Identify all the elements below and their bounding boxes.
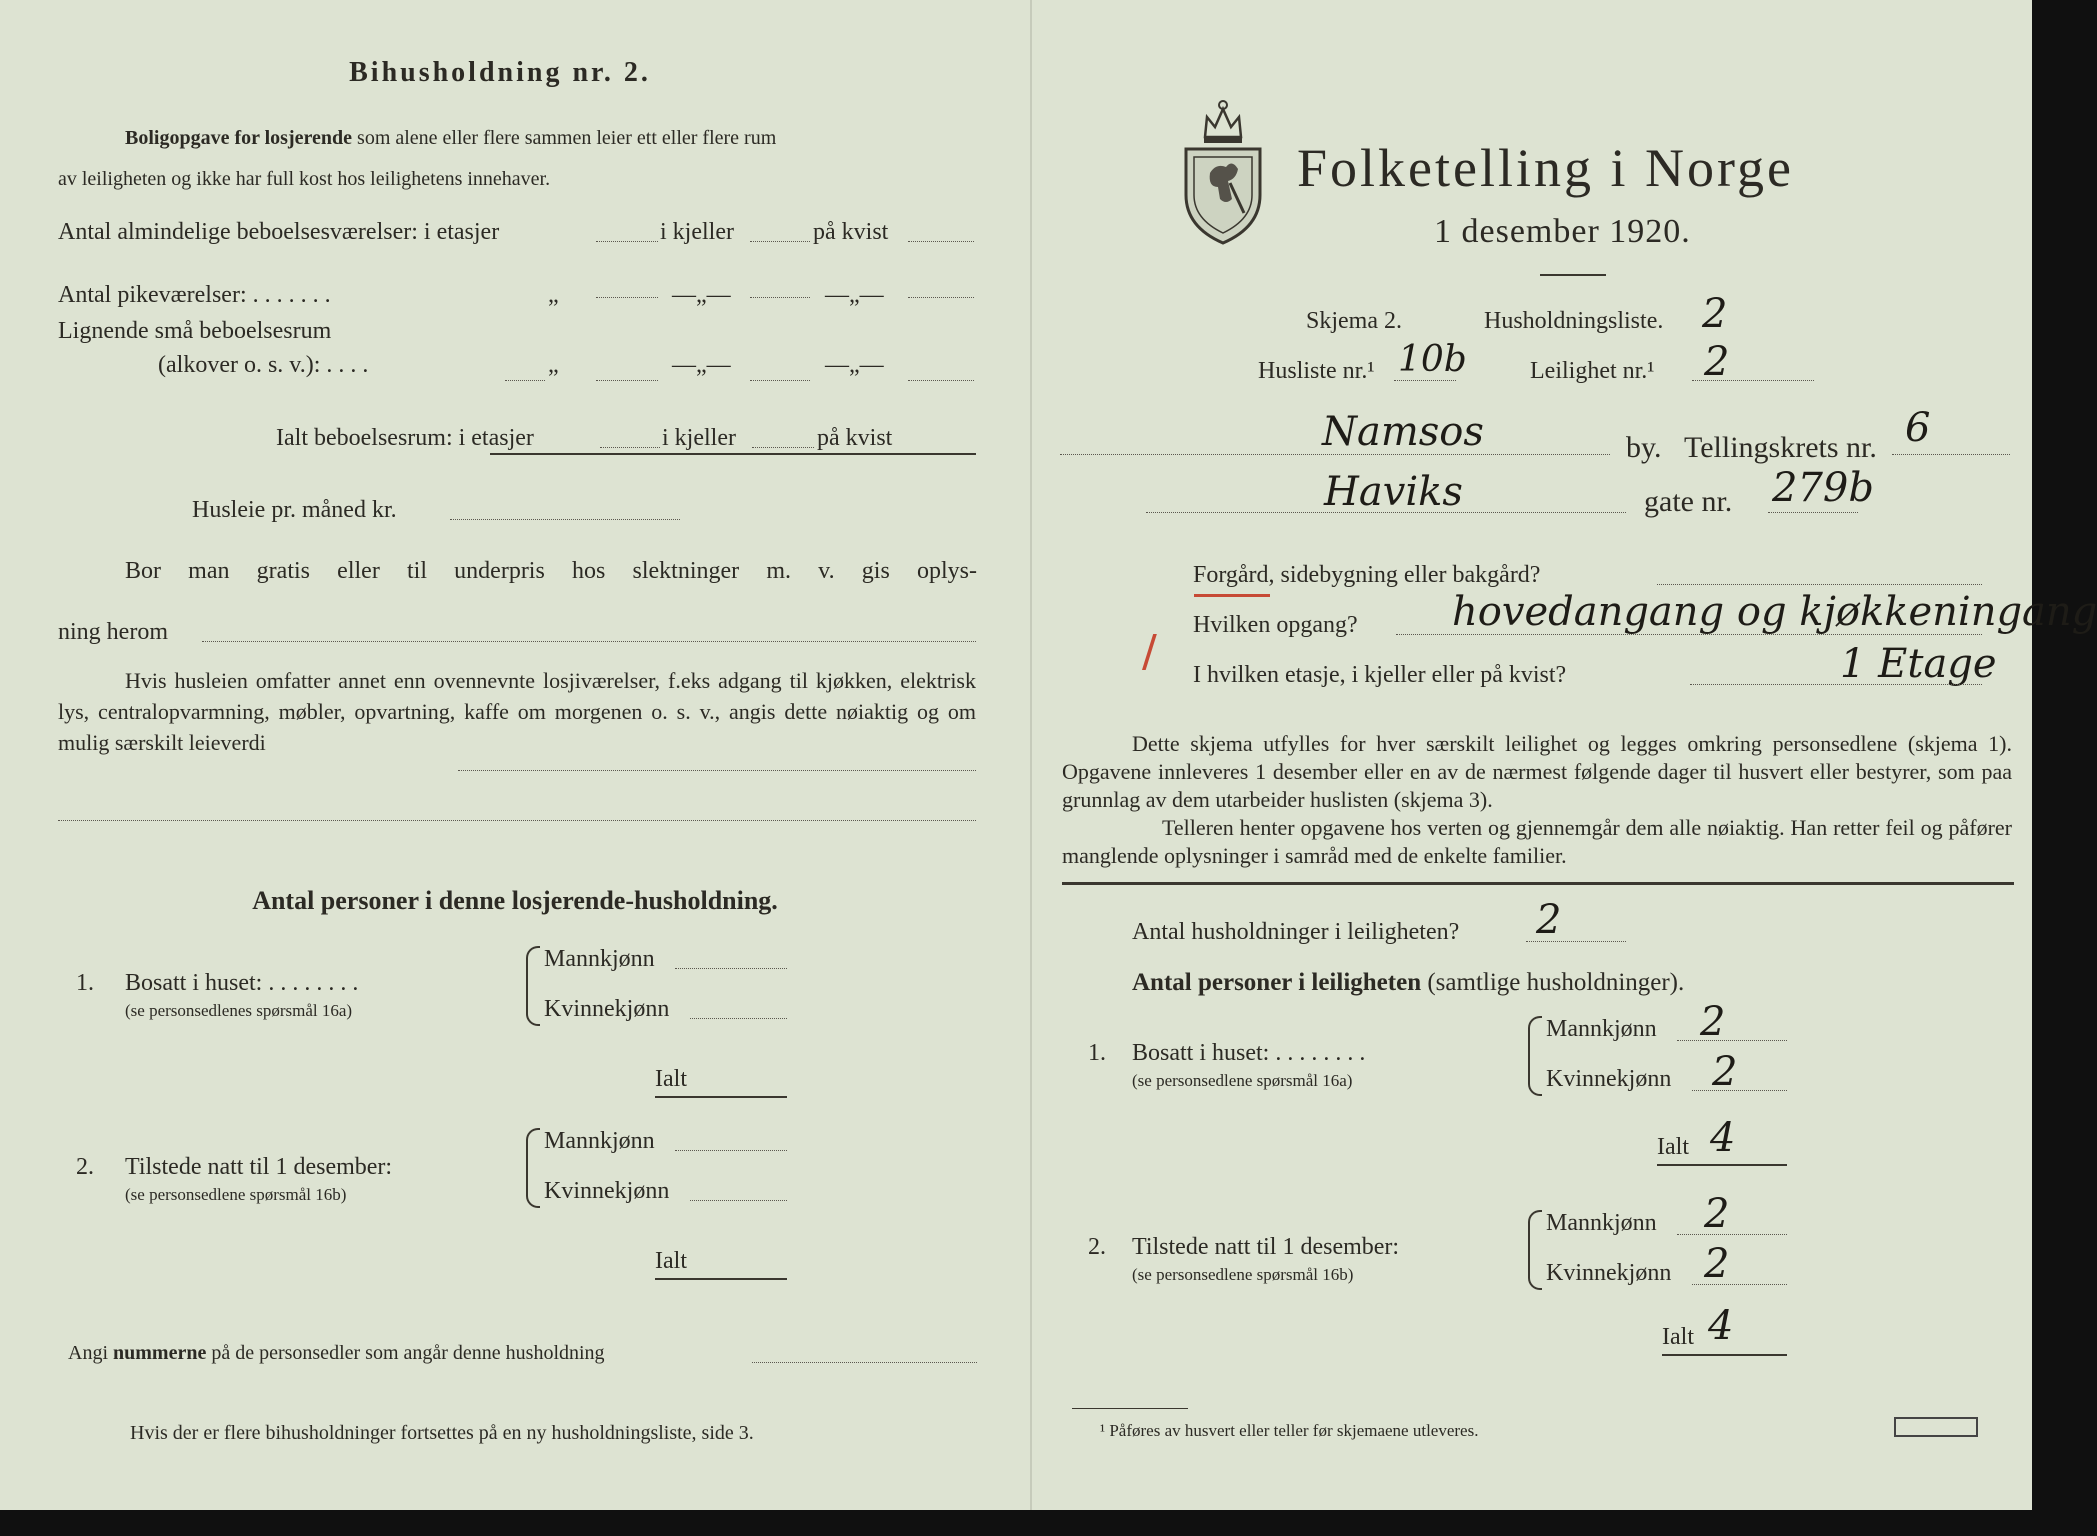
pike-dash-2: —„—	[825, 282, 884, 308]
pike-kjeller-field[interactable]	[750, 297, 810, 298]
ialt-kjeller-field[interactable]	[752, 447, 814, 448]
alkover-pre-field[interactable]	[505, 380, 545, 381]
angi-line	[68, 1340, 605, 1366]
gate-nr-field	[1768, 512, 1858, 513]
opgang-label: Hvilken opgang?	[1193, 612, 1358, 638]
forgard-label: Forgård, sidebygning eller bakgård?	[1193, 562, 1541, 588]
opgang-value[interactable]: hovedangang og kjøkkeningang	[1452, 589, 2097, 635]
tellingskrets-label: Tellingskrets nr.	[1684, 431, 1877, 464]
right-q1-mann-value[interactable]: 2	[1700, 999, 1726, 1045]
right-q2-kvinne-field	[1692, 1284, 1787, 1285]
title-divider	[1540, 274, 1606, 276]
tellingskrets-field	[1892, 454, 2010, 455]
form-title: Folketelling i Norge	[1297, 138, 1794, 198]
leilighet-label: Leilighet nr.¹	[1530, 358, 1655, 384]
q2-number: 2.	[76, 1154, 94, 1180]
etasje-field	[1690, 684, 1982, 685]
form-date: 1 desember 1920.	[1434, 213, 1691, 250]
q2-kvinne-label: Kvinnekjønn	[544, 1178, 670, 1204]
leieverdi-extra-field[interactable]	[58, 820, 976, 821]
right-q1-brace	[1528, 1016, 1542, 1096]
ialt-etasjer-field[interactable]	[600, 447, 660, 448]
right-q2-mann-value[interactable]: 2	[1704, 1191, 1730, 1237]
skjema-label: Skjema 2.	[1306, 308, 1402, 334]
q1-ialt-label: Ialt	[655, 1066, 687, 1092]
hvis-text: Hvis husleien omfatter annet enn ovennevnte losjiværelser, f.eks adgang til kjøkken, elektrisk lys, centralopvarmning, møbler, opvartning, kaffe om morgenen o. s. v., angis dette nøiaktig og om mulig særskilt leieverdi	[58, 668, 976, 755]
antal-pers-line	[1132, 968, 1684, 998]
q1-sub: (se personsedlenes spørsmål 16a)	[125, 1001, 353, 1020]
norway-coat-of-arms-icon	[1180, 95, 1266, 245]
forgard-field[interactable]	[1657, 584, 1982, 585]
footnote-rule	[1072, 1408, 1188, 1409]
pike-quote: „	[548, 282, 559, 308]
forgard-red-mark	[1194, 594, 1270, 597]
lignende-label: Lignende små beboelsesrum	[58, 318, 332, 344]
right-page	[1032, 0, 2097, 1510]
bihusholdning-title: Bihusholdning nr. 2.	[349, 57, 651, 88]
rooms-etasjer-field[interactable]	[596, 241, 658, 242]
right-q2-mann-field	[1677, 1234, 1787, 1235]
pike-etasjer-field[interactable]	[596, 297, 658, 298]
footnote: ¹ Påføres av husvert eller teller før skjemaene utleveres.	[1100, 1421, 1479, 1440]
leilighet-field	[1692, 380, 1814, 381]
ialt-kjeller-label: i kjeller	[662, 425, 736, 451]
leieverdi-field[interactable]	[458, 770, 976, 771]
husliste-field	[1394, 380, 1456, 381]
rooms-kvist-field[interactable]	[908, 241, 974, 242]
right-q2-ialt-value[interactable]: 4	[1708, 1303, 1734, 1349]
red-check-mark: /	[1142, 626, 1157, 677]
by-field	[1060, 454, 1610, 455]
right-q1-ialt-value[interactable]: 4	[1710, 1115, 1736, 1161]
rooms-kvist-label: på kvist	[813, 219, 889, 245]
right-q1-number: 1.	[1088, 1040, 1106, 1066]
alkover-dash-2: —„—	[825, 352, 884, 378]
antal-pers-bold: Antal personer i leiligheten	[1132, 969, 1422, 996]
antal-hush-field	[1526, 941, 1626, 942]
alkover-etasjer-field[interactable]	[596, 380, 658, 381]
gate-field	[1146, 512, 1626, 513]
right-q1-label: Bosatt i huset: . . . . . . . .	[1132, 1040, 1366, 1066]
right-q2-mann-label: Mannkjønn	[1546, 1210, 1657, 1236]
right-q2-sub: (se personsedlene spørsmål 16b)	[1132, 1265, 1354, 1284]
q1-brace	[526, 946, 540, 1026]
intro-bold: Boligopgave for losjerende	[125, 127, 353, 149]
q2-kvinne-field[interactable]	[690, 1200, 787, 1201]
q2-mann-field[interactable]	[675, 1150, 787, 1151]
hvis-paragraph	[58, 665, 976, 758]
angi-pre: Angi	[68, 1342, 108, 1364]
etasje-label: I hvilken etasje, i kjeller eller på kvist?	[1193, 662, 1567, 688]
left-footer: Hvis der er flere bihusholdninger fortsettes på en ny husholdningsliste, side 3.	[130, 1422, 754, 1444]
intro-line1	[125, 125, 776, 151]
pike-dash-1: —„—	[672, 282, 731, 308]
right-q2-kvinne-value[interactable]: 2	[1704, 1241, 1730, 1287]
alkover-kjeller-field[interactable]	[750, 380, 810, 381]
right-q1-ialt-label: Ialt	[1657, 1134, 1689, 1160]
ialt-kvist-label: på kvist	[817, 425, 893, 451]
intro-rest: som alene eller flere sammen leier ett eller flere rum	[357, 127, 777, 149]
right-q2-ialt-label: Ialt	[1662, 1324, 1694, 1350]
gratis-field[interactable]	[202, 641, 976, 642]
gate-value[interactable]: Haviks	[1324, 469, 1463, 515]
intro-line2: av leiligheten og ikke har full kost hos leilighetens innehaver.	[58, 168, 551, 190]
dette-paragraph: Dette skjema utfylles for hver særskilt leilighet og legges omkring personsedlene (skjema 1). Opgavene innleveres 1 desember eller en av de nærmest følgende dager til husvert eller bestyrer, som paa grunnlag av dem utarbeider huslisten (skjema 3).	[1062, 731, 2012, 812]
persons-title: Antal personer i denne losjerende-husholdning.	[252, 886, 778, 915]
by-label: by.	[1626, 431, 1662, 464]
angi-rest: på de personsedler som angår denne husholdning	[211, 1342, 605, 1364]
ialt-underline	[490, 453, 976, 455]
leilighet-value[interactable]: 2	[1704, 339, 1730, 385]
q1-label: Bosatt i huset: . . . . . . . .	[125, 970, 359, 996]
tellingskrets-value[interactable]: 6	[1905, 405, 1931, 451]
q1-kvinne-field[interactable]	[690, 1018, 787, 1019]
right-q1-sub: (se personsedlene spørsmål 16a)	[1132, 1071, 1353, 1090]
ialt-rum-label: Ialt beboelsesrum: i etasjer	[276, 425, 534, 451]
q1-mann-field[interactable]	[675, 968, 787, 969]
etasje-value[interactable]: 1 Etage	[1840, 641, 1997, 687]
q2-ialt-field[interactable]	[655, 1278, 787, 1280]
q1-ialt-field[interactable]	[655, 1096, 787, 1098]
angi-field[interactable]	[752, 1362, 977, 1363]
right-q1-mann-label: Mannkjønn	[1546, 1016, 1657, 1042]
alkover-label: (alkover o. s. v.): . . . .	[158, 352, 369, 378]
right-q1-ialt-field	[1657, 1164, 1787, 1166]
right-divider	[1062, 882, 2014, 885]
husleie-label: Husleie pr. måned kr.	[192, 497, 397, 523]
rooms-kjeller-field[interactable]	[750, 241, 810, 242]
gratis-line2: ning herom	[58, 619, 168, 645]
right-q1-mann-field	[1677, 1040, 1787, 1041]
rooms-kjeller-label: i kjeller	[660, 219, 734, 245]
husholdningsliste-value[interactable]: 2	[1702, 291, 1728, 337]
telleren-paragraph: Telleren henter opgavene hos verten og gjennemgår dem alle nøiaktig. Han retter feil og påfører manglende oplysninger i samråd med de enkelte familier.	[1062, 815, 2012, 868]
antal-hush-value[interactable]: 2	[1536, 897, 1562, 943]
right-q2-label: Tilstede natt til 1 desember:	[1132, 1234, 1400, 1260]
q1-mann-label: Mannkjønn	[544, 946, 655, 972]
q2-ialt-label: Ialt	[655, 1248, 687, 1274]
q1-kvinne-label: Kvinnekjønn	[544, 996, 670, 1022]
q2-mann-label: Mannkjønn	[544, 1128, 655, 1154]
angi-bold: nummerne	[113, 1342, 207, 1364]
right-q1-kvinne-value[interactable]: 2	[1712, 1049, 1738, 1095]
pike-kvist-field[interactable]	[908, 297, 974, 298]
q2-label: Tilstede natt til 1 desember:	[125, 1154, 393, 1180]
antal-hush-label: Antal husholdninger i leiligheten?	[1132, 919, 1460, 945]
alkover-dash-1: —„—	[672, 352, 731, 378]
gate-label: gate nr.	[1644, 485, 1733, 518]
husholdningsliste-label: Husholdningsliste.	[1484, 308, 1664, 334]
right-q2-kvinne-label: Kvinnekjønn	[1546, 1260, 1672, 1286]
right-q1-kvinne-field	[1692, 1090, 1787, 1091]
antal-pers-rest: (samtlige husholdninger).	[1427, 969, 1685, 996]
opgang-field	[1396, 634, 1982, 635]
by-value[interactable]: Namsos	[1322, 409, 1484, 455]
right-q2-number: 2.	[1088, 1234, 1106, 1260]
rooms-label: Antal almindelige beboelsesværelser: i etasjer	[58, 219, 500, 245]
husleie-field[interactable]	[450, 519, 680, 520]
alkover-kvist-field[interactable]	[908, 380, 974, 381]
husliste-label: Husliste nr.¹	[1258, 358, 1375, 384]
alkover-quote: „	[548, 352, 559, 378]
right-q2-ialt-field	[1662, 1354, 1787, 1356]
q2-sub: (se personsedlene spørsmål 16b)	[125, 1185, 347, 1204]
right-q1-kvinne-label: Kvinnekjønn	[1546, 1066, 1672, 1092]
husliste-value[interactable]: 10b	[1398, 339, 1467, 380]
right-q2-brace	[1528, 1210, 1542, 1290]
printer-stamp	[1894, 1417, 1978, 1437]
gratis-line1: Bor man gratis eller til underpris hos slektninger m. v. gis oplys-	[125, 558, 977, 584]
gate-nr-value[interactable]: 279b	[1772, 465, 1874, 511]
q2-brace	[526, 1128, 540, 1208]
q1-number: 1.	[76, 970, 94, 996]
left-page	[0, 0, 1030, 1510]
pike-label: Antal pikeværelser: . . . . . . .	[58, 282, 331, 308]
